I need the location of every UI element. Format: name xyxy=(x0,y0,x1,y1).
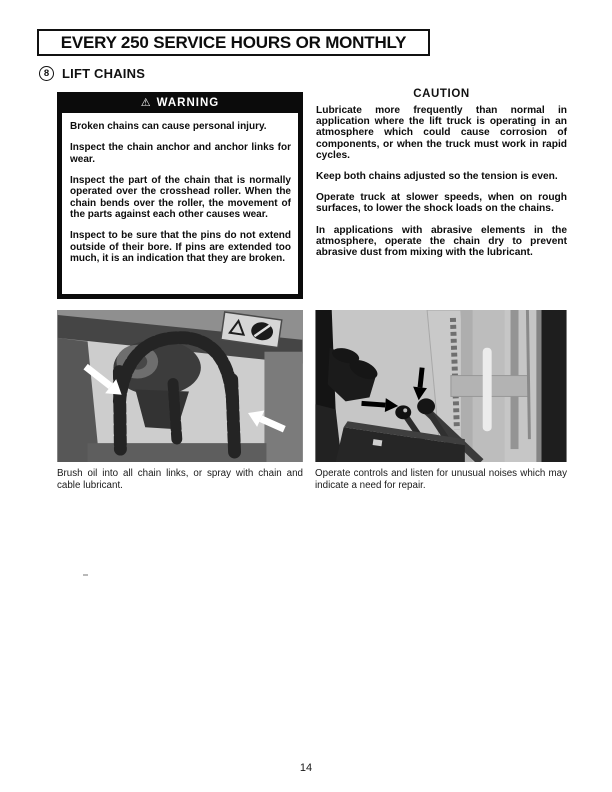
controls-photo xyxy=(315,310,567,462)
figure-caption: Brush oil into all chain links, or spray with chain and cable lubricant. xyxy=(57,468,303,492)
caution-paragraph: Operate truck at slower speeds, when on rough surfaces, to lower the shock loads on the chains. xyxy=(316,192,567,215)
warning-paragraph: Inspect to be sure that the pins do not extend outside of their bore. If pins are extended too much, it is an indication that they are broken. xyxy=(70,230,291,264)
warning-box xyxy=(57,92,303,299)
warning-header-label: WARNING xyxy=(156,96,220,109)
warning-paragraph: Inspect the part of the chain that is normally operated over the crosshead roller. When the chain bends over the roller, the movement of the parts against each other causes wear. xyxy=(70,174,291,220)
caution-paragraph: In applications with abrasive elements in the atmosphere, operate the chain dry to prevent abrasive dust from mixing with the lubricant. xyxy=(316,224,567,259)
caution-section xyxy=(316,88,567,268)
page-title: EVERY 250 SERVICE HOURS OR MONTHLY xyxy=(60,32,407,52)
caution-header: CAUTION xyxy=(413,88,470,100)
figure-chain-lubrication xyxy=(57,310,303,493)
figure-caption: Operate controls and listen for unusual noises which may indicate a need for repair. xyxy=(315,468,567,492)
warning-box-body xyxy=(62,113,298,294)
chain-roller-photo xyxy=(57,310,303,462)
warning-box-header xyxy=(57,92,303,113)
scan-artifact xyxy=(83,574,88,576)
figure-operate-controls xyxy=(315,310,567,493)
caution-paragraph: Lubricate more frequently than normal in application where the lift truck is operating in an atmosphere which could cause corrosion of components, or when the truck must work in rapid cycles. xyxy=(316,105,567,161)
section-number-badge: 8 xyxy=(39,66,54,81)
caution-paragraph: Keep both chains adjusted so the tension is even. xyxy=(316,171,558,183)
warning-paragraph: Inspect the chain anchor and anchor links for wear. xyxy=(70,142,291,165)
warning-paragraph: Broken chains can cause personal injury. xyxy=(70,121,267,132)
section-title: LIFT CHAINS xyxy=(62,66,146,81)
warning-triangle-icon: ⚠ xyxy=(140,96,151,109)
page-title-banner xyxy=(37,29,430,56)
page-number: 14 xyxy=(299,762,313,774)
section-heading xyxy=(39,66,145,81)
